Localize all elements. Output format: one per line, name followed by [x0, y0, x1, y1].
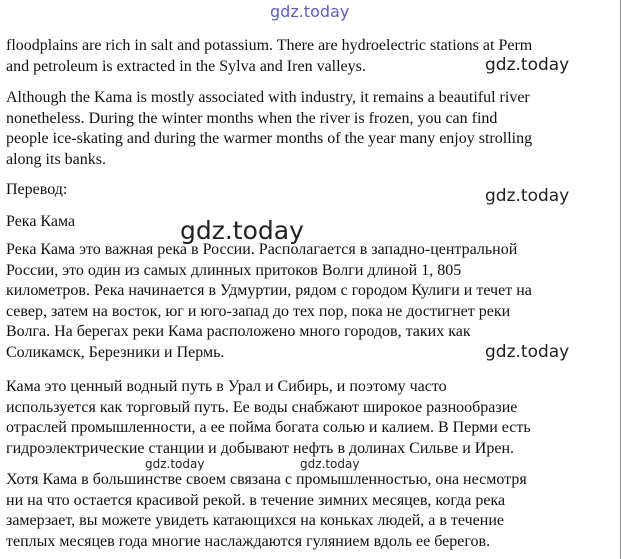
- translation-title: Река Кама: [6, 213, 76, 230]
- watermark-right-1: gdz.today: [485, 55, 570, 75]
- translation-label: Перевод:: [6, 181, 68, 198]
- paragraph-english-1: floodplains are rich in salt and potassium. There are hydroelectric stations at Perm and petroleum is extracted in the Sylva and Iren valleys.: [6, 37, 533, 75]
- watermark-center-large: gdz.today: [180, 216, 304, 245]
- paragraph-english-2: Although the Kama is mostly associated with industry, it remains a beautiful river nonetheless. During the winter months when the river is frozen, you can find people ice-skating and during the warmer months of the year many enjoy strolling along its banks.: [6, 89, 533, 168]
- watermark-right-2: gdz.today: [485, 186, 570, 206]
- watermark-right-3: gdz.today: [485, 342, 570, 362]
- paragraph-russian-2: Кама это ценный водный путь в Урал и Сибирь, и поэтому часто используется как торговый путь. Ее воды снабжают широкое разнообразие отраслей промышленности, а ее пойма богата солью и калием. В Перми есть гидроэлектрические станции и добывают нефть в долинах Сильве и Ирен.: [6, 378, 531, 457]
- watermark-small-right: gdz.today: [300, 457, 360, 471]
- paragraph-russian-3: Хотя Кама в большинстве своем связана с промышленностью, она несмотря ни на что остается красивой рекой. в течение зимних месяцев, когда река замерзает, вы можете увидеть катающихся на коньках людей, а в течение теплых месяцев года многие наслаждаются гулянием вдоль ее берегов.: [6, 471, 527, 550]
- paragraph-russian-1: Река Кама это важная река в России. Располагается в западно-центральной России, это один из самых длинных притоков Волги длиной 1, 805 километров. Река начинается в Удмуртии, рядом с городом Кулиги и течет на север, затем на восток, юг и юго-запад до тех пор, пока не достигнет реки Волга. На берегах реки Кама расположено много городов, таких как Соликамск, Березники и Пермь.: [6, 241, 532, 361]
- watermark-top: gdz.today: [270, 2, 350, 21]
- watermark-small-left: gdz.today: [145, 457, 205, 471]
